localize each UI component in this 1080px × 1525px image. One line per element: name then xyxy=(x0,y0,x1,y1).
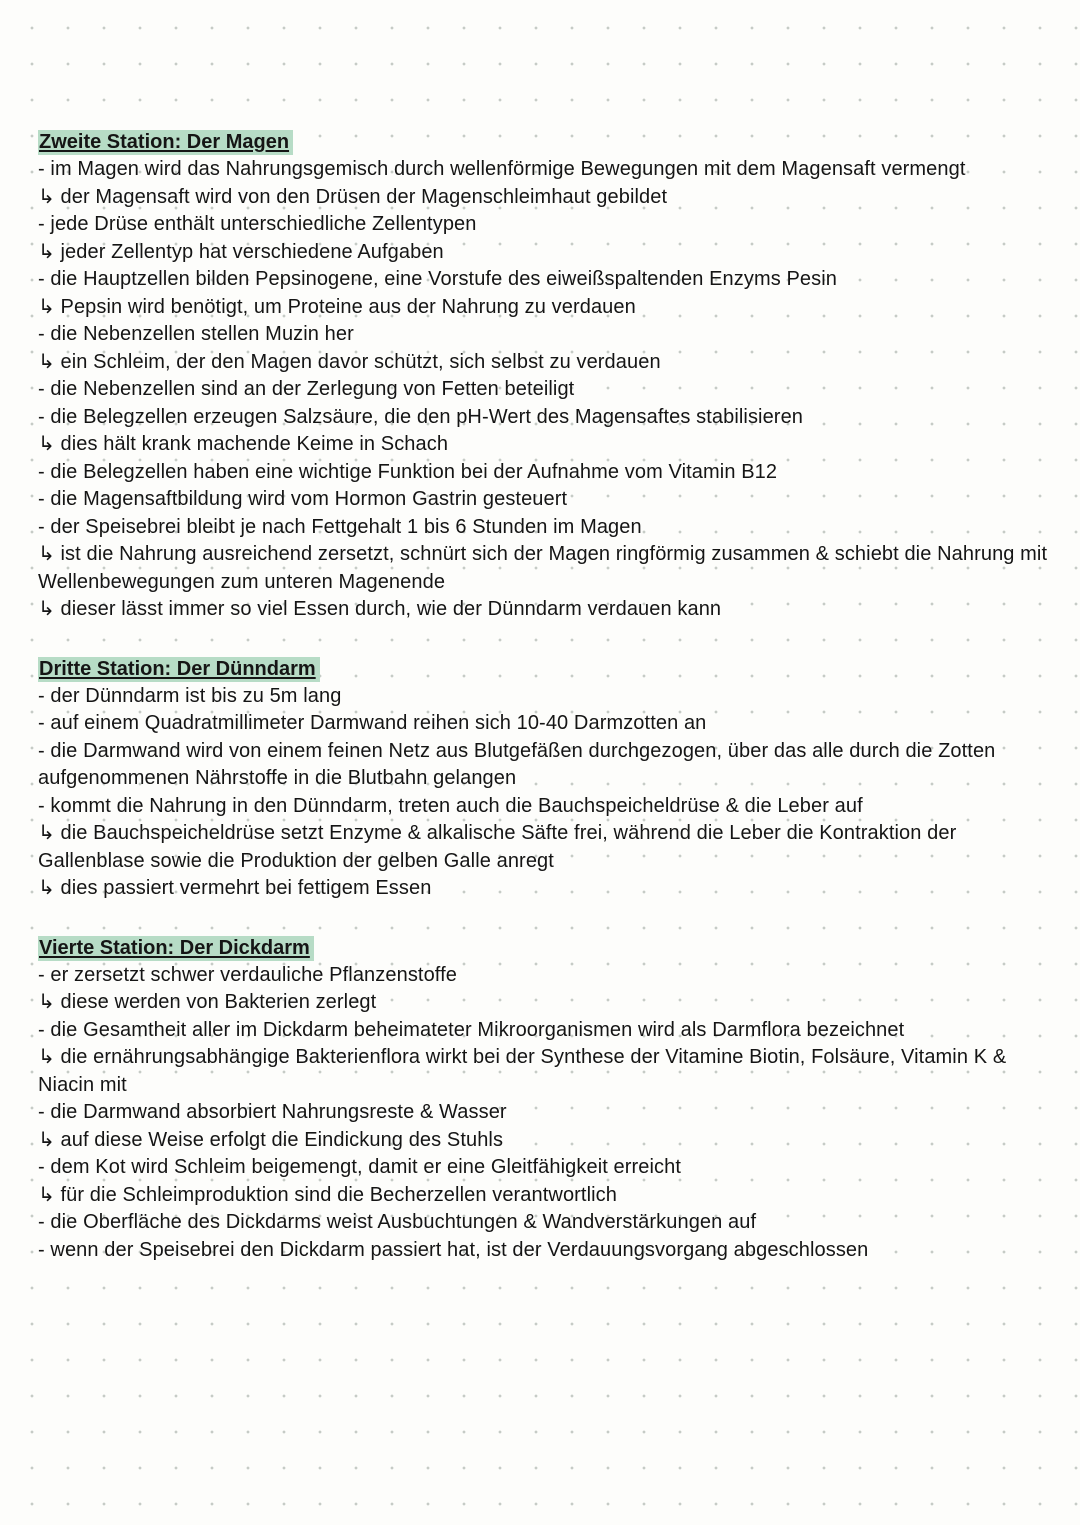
heading-highlight: Vierte Station: Der Dickdarm xyxy=(38,936,314,961)
note-line: - die Magensaftbildung wird vom Hormon Gastrin gesteuert xyxy=(38,488,568,510)
note-line: - die Darmwand absorbiert Nahrungsreste & Wasser xyxy=(38,1101,507,1123)
note-line: - jede Drüse enthält unterschiedliche Zellentypen xyxy=(38,213,477,235)
note-line: ↳ dies passiert vermehrt bei fettigem Essen xyxy=(38,877,432,899)
note-line: - kommt die Nahrung in den Dünndarm, treten auch die Bauchspeicheldrüse & die Leber auf xyxy=(38,794,863,817)
section-heading xyxy=(38,128,1048,156)
section-heading xyxy=(38,655,1048,683)
note-line: - dem Kot wird Schleim beigemengt, damit er eine Gleitfähigkeit erreicht xyxy=(38,1156,682,1178)
note-line: ↳ für die Schleimproduktion sind die Becherzellen verantwortlich xyxy=(38,1183,617,1206)
note-line: - die Nebenzellen sind an der Zerlegung von Fetten beteiligt xyxy=(38,378,575,400)
note-line: ↳ Pepsin wird benötigt, um Proteine aus der Nahrung zu verdauen xyxy=(38,295,636,318)
note-section xyxy=(38,655,1048,903)
note-line: ↳ ist die Nahrung ausreichend zersetzt, schnürt sich der Magen ringförmig zusammen & schiebt die Nahrung mit Wellenbewegungen zum unteren Magenende xyxy=(38,543,1048,593)
note-line: ↳ auf diese Weise erfolgt die Eindickung des Stuhls xyxy=(38,1128,504,1151)
note-line: - die Gesamtheit aller im Dickdarm beheimateter Mikroorganismen wird als Darmflora bezeichnet xyxy=(38,1018,905,1041)
note-line: - wenn der Speisebrei den Dickdarm passiert hat, ist der Verdauungsvorgang abgeschlossen xyxy=(38,1238,869,1261)
note-line: - die Darmwand wird von einem feinen Netz aus Blutgefäßen durchgezogen, über das alle durch die Zotten aufgenommenen Nährstoffe in die Blutbahn gelangen xyxy=(38,739,996,789)
note-line: ↳ der Magensaft wird von den Drüsen der Magenschleimhaut gebildet xyxy=(38,185,668,208)
note-line: - auf einem Quadratmillimeter Darmwand reihen sich 10-40 Darmzotten an xyxy=(38,712,707,734)
section-heading xyxy=(38,934,1048,962)
note-line: - die Belegzellen erzeugen Salzsäure, die den pH-Wert des Magensaftes stabilisieren xyxy=(38,405,804,428)
note-line: - die Oberfläche des Dickdarms weist Ausbuchtungen & Wandverstärkungen auf xyxy=(38,1211,757,1233)
note-section xyxy=(38,934,1048,1265)
note-section xyxy=(38,128,1048,624)
notes-page xyxy=(38,128,1048,1295)
note-line: - der Speisebrei bleibt je nach Fettgehalt 1 bis 6 Stunden im Magen xyxy=(38,515,642,538)
note-line: ↳ dieser lässt immer so viel Essen durch, wie der Dünndarm verdauen kann xyxy=(38,598,722,620)
note-line: - die Nebenzellen stellen Muzin her xyxy=(38,323,354,345)
note-line: ↳ diese werden von Bakterien zerlegt xyxy=(38,991,377,1013)
note-line: ↳ die Bauchspeicheldrüse setzt Enzyme & alkalische Säfte frei, während die Leber die Kontraktion der Gallenblase sowie die Produktion der gelben Galle anregt xyxy=(38,822,957,872)
note-line: - die Hauptzellen bilden Pepsinogene, eine Vorstufe des eiweißspaltenden Enzyms Pesin xyxy=(38,268,837,290)
heading-highlight: Zweite Station: Der Magen xyxy=(38,130,293,155)
note-line: - die Belegzellen haben eine wichtige Funktion bei der Aufnahme vom Vitamin B12 xyxy=(38,460,778,483)
note-line: ↳ dies hält krank machende Keime in Schach xyxy=(38,433,449,455)
note-line: ↳ ein Schleim, der den Magen davor schützt, sich selbst zu verdauen xyxy=(38,350,661,373)
heading-highlight: Dritte Station: Der Dünndarm xyxy=(38,657,320,682)
note-line: - er zersetzt schwer verdauliche Pflanzenstoffe xyxy=(38,963,457,986)
note-line: - im Magen wird das Nahrungsgemisch durch wellenförmige Bewegungen mit dem Magensaft vermengt xyxy=(38,158,966,180)
note-line: ↳ jeder Zellentyp hat verschiedene Aufgaben xyxy=(38,240,444,263)
note-line: ↳ die ernährungsabhängige Bakterienflora wirkt bei der Synthese der Vitamine Biotin, Folsäure, Vitamin K & Niacin mit xyxy=(38,1046,1007,1096)
note-line: - der Dünndarm ist bis zu 5m lang xyxy=(38,684,342,707)
